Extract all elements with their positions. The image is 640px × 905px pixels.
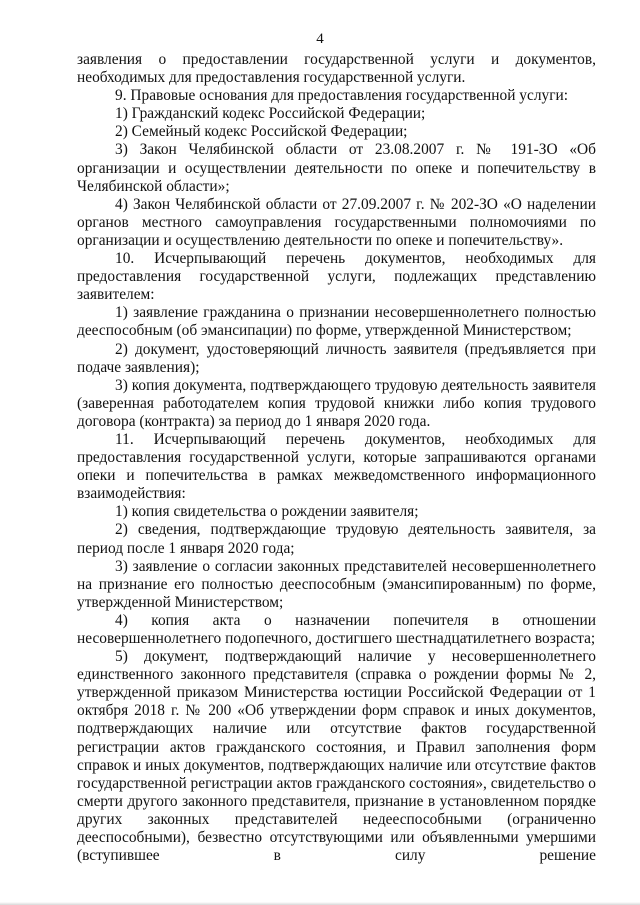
- paragraph-continuation: заявления о предоставлении государственной услуги и документов, необходимых для предоставления государственной услуги.: [77, 51, 596, 87]
- page-number: 4: [316, 31, 324, 47]
- paragraph-clause-11-item-4: 4) копия акта о назначении попечителя в отношении несовершеннолетнего подопечного, достигшего шестнадцатилетнего возраста;: [77, 611, 596, 647]
- paragraph-clause-10-item-3: 3) копия документа, подтверждающего трудовую деятельность заявителя (заверенная работодателем копия трудовой книжки либо копия трудового договора (контракта) за период до 1 января 2020 года.: [77, 376, 596, 430]
- paragraph-clause-9-item-2: 2) Семейный кодекс Российской Федерации;: [115, 123, 408, 141]
- paragraph-clause-9-item-4: 4) Закон Челябинской области от 27.09.2007 г. № 202-ЗО «О наделении органов местного самоуправления государственными полномочиями по организации и осуществлению деятельности по опеке и попечительству».: [77, 195, 596, 249]
- paragraph-clause-11-item-5: 5) документ, подтверждающий наличие у несовершеннолетнего единственного законного представителя (справка о рождении формы № 2, утвержденной приказом Министерства юстиции Российской Федерации от 1 октября 2018 г. № 200 «Об утверждении форм справок и иных документов, подтверждающих наличие или отсутствие фактов государственной регистрации актов гражданского состояния, и Правил заполнения форм справок и иных документов, подтверждающих наличие или отсутствие фактов государственной регистрации актов гражданского состояния», свидетельство о смерти другого законного представителя, признание в установленном порядке других законных представителей недееспособными (ограниченно дееспособными), безвестно отсутствующими или объявленными умершими (вступившее в силу решение: [77, 648, 596, 865]
- paragraph-clause-11-item-3: 3) заявление о согласии законных представителей несовершеннолетнего на признание его полностью дееспособным (эмансипированным) по форме, утвержденной Министерством;: [77, 557, 596, 611]
- document-body: [77, 51, 596, 865]
- paragraph-clause-10-item-1: 1) заявление гражданина о признании несовершеннолетнего полностью дееспособным (об эмансипации) по форме, утвержденной Министерством;: [77, 304, 596, 340]
- paragraph-clause-9: 9. Правовые основания для предоставления государственной услуги:: [115, 87, 569, 105]
- paragraph-clause-9-item-1: 1) Гражданский кодекс Российской Федерации;: [115, 105, 426, 123]
- paragraph-clause-10: 10. Исчерпывающий перечень документов, необходимых для предоставления государственной услуги, подлежащих представлению заявителем:: [77, 250, 596, 304]
- paragraph-clause-11-item-2: 2) сведения, подтверждающие трудовую деятельность заявителя, за период после 1 января 2020 года;: [77, 521, 596, 557]
- paragraph-clause-11: 11. Исчерпывающий перечень документов, необходимых для предоставления государственной услуги, которые запрашиваются органами опеки и попечительства в рамках межведомственного информационного взаимодействия:: [77, 430, 596, 503]
- paragraph-clause-11-item-1: 1) копия свидетельства о рождении заявителя;: [115, 503, 419, 521]
- paragraph-clause-9-item-3: 3) Закон Челябинской области от 23.08.2007 г. № 191-ЗО «Об организации и осуществлении деятельности по опеке и попечительству в Челябинской области»;: [77, 141, 596, 195]
- paragraph-clause-10-item-2: 2) документ, удостоверяющий личность заявителя (предъявляется при подаче заявления);: [77, 340, 596, 376]
